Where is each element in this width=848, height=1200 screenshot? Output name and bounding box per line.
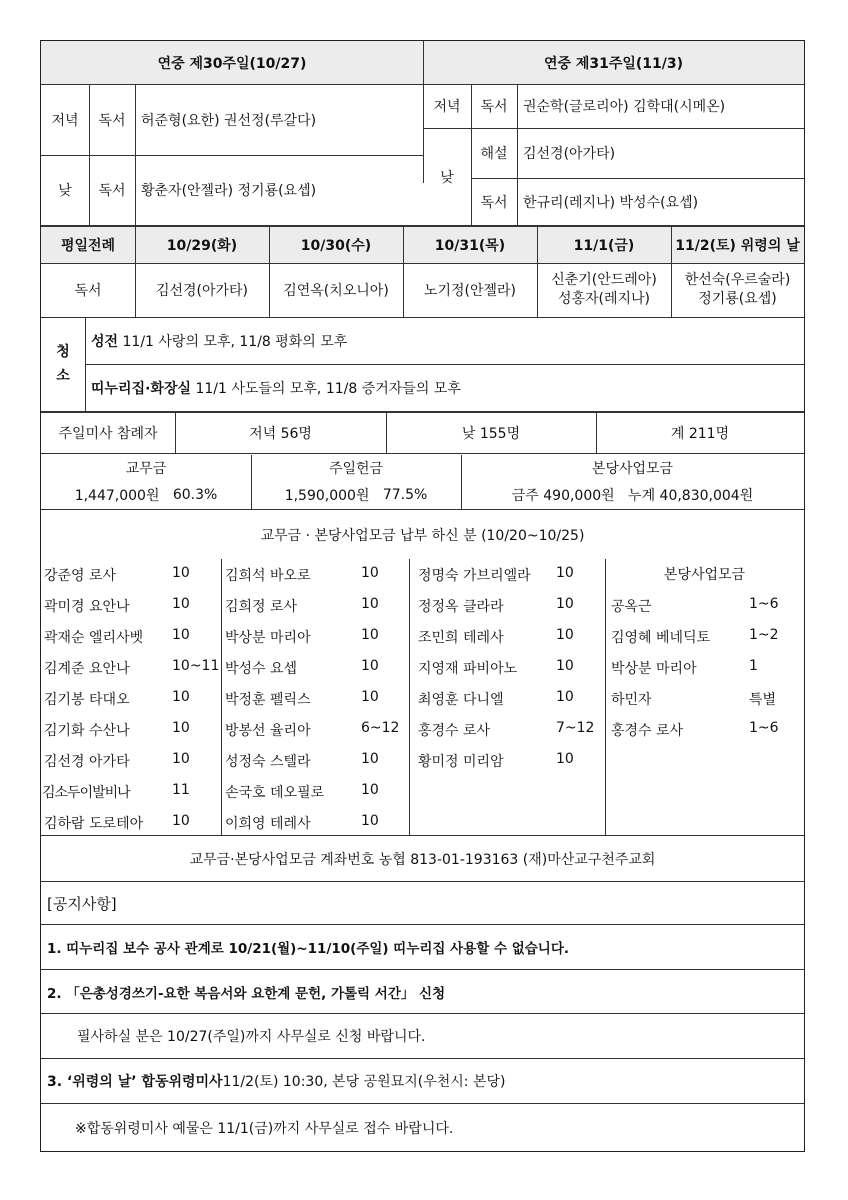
weekday-reader-4a: 신춘기(안드레아) [551,272,657,288]
payer-name: 김영혜 베네딕토 [611,630,711,646]
project-total: 누계 40,830,004원 [628,488,754,504]
payer-name: 김기화 수산나 [44,723,130,739]
payer-name: 김선경 아가타 [44,754,130,770]
attendance-label: 주일미사 참례자 [58,426,158,442]
payer-value: 10 [172,627,190,643]
payer-name: 김계준 요안나 [44,661,130,677]
cleaning-hall-label: 띠누리집·화장실 [91,380,191,397]
cleaning-sanctuary-label: 성전 [91,333,119,350]
sunday30-day-label: 낮 [58,183,72,199]
payer-value: 10 [361,565,379,581]
dues-value [41,481,251,509]
payer-name: 방봉선 율리아 [225,723,311,739]
sunday31-evening-label: 저녁 [433,99,461,115]
offering-label: 주일헌금 [328,461,384,477]
payer-name: 지영재 파비아노 [418,661,518,677]
payer-value: 10 [361,658,379,674]
payer-value: 7~12 [556,720,595,736]
payer-value: 특별 [749,692,777,708]
sunday31-day-label: 낮 [440,169,454,186]
payer-value: 10 [361,782,379,798]
payer-name: 손국호 데오필로 [225,785,325,801]
payer-name: 성정숙 스텔라 [225,754,311,770]
payer-name: 홍경수 로사 [418,723,491,739]
payer-value: 1~2 [749,627,779,643]
payer-name: 박성수 요셉 [225,661,298,677]
payer-name: 곽재순 엘리사벳 [44,630,144,646]
payer-name: 최영훈 다니엘 [418,692,504,708]
weekday-reader-4b: 성홍자(레지나) [557,291,651,307]
sunday31-day-readers: 한규리(레지나) 박성수(요셉) [523,194,699,211]
sunday31-evening-role: 독서 [480,99,508,115]
weekday-header: 평일전례 [60,238,116,254]
sunday31-commentary-role: 해설 [480,146,508,162]
cleaning-hall-text: 11/1 사도들의 모후, 11/8 증거자들의 모후 [195,380,461,397]
notice-3-title: 3. ‘위령의 날’ 합동위령미사 [47,1074,223,1090]
payer-value: 10 [172,751,190,767]
payer-name: 홍경수 로사 [611,723,684,739]
notices-title: [공지사항] [47,894,117,913]
project-label: 본당사업모금 [591,461,674,477]
sunday30-evening-readers: 허준형(요한) 권선정(루갈다) [141,112,317,129]
cleaning-label-1: 청 [56,344,70,360]
weekday-day-3: 10/31(목) [434,238,506,254]
payer-value: 10 [556,689,574,705]
offering-value [251,481,461,509]
project-value [461,481,804,509]
payer-value: 10 [556,751,574,767]
notice-2-detail: 필사하실 분은 10/27(주일)까지 사무실로 신청 바랍니다. [77,1029,426,1045]
payer-name: 하민자 [611,692,652,708]
attendance-evening: 저녁 56명 [249,426,312,442]
payer-value: 10 [172,596,190,612]
payer-value: 10 [361,813,379,829]
sunday31-day-role: 독서 [480,194,508,211]
sunday31-commentary-name: 김선경(아가타) [523,146,616,162]
payer-value: 10 [172,720,190,736]
weekday-day-5: 11/2(토) 위령의 날 [675,238,800,254]
weekday-reader-4 [537,263,671,317]
attendance-day: 낮 155명 [461,426,521,442]
notice-3 [41,1059,810,1103]
payer-value: 1~6 [749,720,779,736]
payer-name: 박정훈 펠릭스 [225,692,311,708]
payer-value: 11 [172,782,190,798]
payer-name: 조민희 테레사 [418,630,504,646]
cleaning-label [41,317,85,411]
notice-2: 2. 「은총성경쓰기-요한 복음서와 요한계 문헌, 가톨릭 서간」 신청 [47,985,446,1002]
offering-amount: 1,590,000원 [284,488,370,504]
weekday-reader-1: 김선경(아가타) [155,283,249,299]
payer-name: 김희석 바오로 [225,568,311,584]
payer-value: 10 [361,596,379,612]
payer-name: 정명숙 가브리엘라 [418,568,531,584]
sunday30-day-readers: 황춘자(안젤라) 정기룡(요셉) [141,183,317,199]
payer-name: 이희영 테레사 [225,816,311,832]
notice-1: 1. 띠누리집 보수 공사 관계로 10/21(월)~11/10(주일) 띠누리집 사용할 수 없습니다. [47,941,570,957]
payer-value: 10~11 [172,658,220,674]
cleaning-label-2: 소 [56,368,70,384]
sunday31-evening-readers: 권순학(글로리아) 김학대(시메온) [523,99,726,115]
payer-value: 10 [556,565,574,581]
payer-name: 박상분 마리아 [611,661,697,677]
sunday31-title: 연중 제31주일(11/3) [543,55,684,72]
notice-3-detail: 11/2(토) 10:30, 본당 공원묘지(우천시: 본당) [222,1074,506,1090]
dues-label: 교무금 [125,461,167,477]
payer-value: 6~12 [361,720,400,736]
sunday30-title: 연중 제30주일(10/27) [157,55,307,72]
payer-name: 공옥근 [611,599,652,615]
weekday-reader-5b: 정기룡(요셉) [698,291,777,307]
payer-value: 1~6 [749,596,779,612]
payer-value: 10 [361,627,379,643]
payer-name: 곽미경 요안나 [44,599,130,615]
payer-name: 정정옥 클라라 [418,599,504,615]
payers-title: 교무금 · 본당사업모금 납부 하신 분 (10/20~10/25) [260,528,585,544]
payer-value: 10 [172,565,190,581]
project-week: 금주 490,000원 [511,488,615,504]
attendance-total: 계 211명 [670,426,730,442]
sunday30-evening-label: 저녁 [51,112,79,129]
weekday-day-2: 10/30(수) [300,238,372,254]
payer-value: 10 [556,596,574,612]
payer-name: 박상분 마리아 [225,630,311,646]
payer-value: 1 [749,658,758,674]
payer-name: 김기봉 타대오 [44,692,130,708]
weekday-reader-5a: 한선숙(우르술라) [684,272,791,288]
account-number: 교무금·본당사업모금 계좌번호 농협 813-01-193163 (재)마산교구천주교회 [189,851,656,868]
payer-value: 10 [361,689,379,705]
sunday30-evening-role: 독서 [98,112,126,129]
dues-pct: 60.3% [172,487,218,503]
weekday-day-1: 10/29(화) [166,238,238,254]
cleaning-hall [85,364,810,411]
payer-name: 김희정 로사 [225,599,298,615]
weekday-reader-2: 김연옥(치오니아) [283,283,389,299]
cleaning-sanctuary-text: 11/1 사랑의 모후, 11/8 평화의 모후 [122,333,348,350]
payer-name: 김소두이발비나 [42,785,130,801]
payer-value: 10 [172,689,190,705]
payer-name: 황미정 미리암 [418,754,504,770]
weekday-role: 독서 [74,283,102,299]
notice-3-note: ※합동위령미사 예물은 11/1(금)까지 사무실로 접수 바랍니다. [75,1120,454,1137]
weekday-reader-5 [671,263,804,317]
payer-value: 10 [556,627,574,643]
payers-col4-title: 본당사업모금 [663,567,746,583]
weekday-reader-3: 노기정(안젤라) [423,283,517,299]
bulletin-page [40,40,805,1152]
payer-name: 강준영 로사 [44,568,117,584]
payer-value: 10 [556,658,574,674]
payer-name: 김하람 도로테아 [44,816,144,832]
sunday30-day-role: 독서 [98,183,126,199]
payer-value: 10 [361,751,379,767]
offering-pct: 77.5% [382,487,428,503]
dues-amount: 1,447,000원 [74,488,160,504]
weekday-day-4: 11/1(금) [573,238,635,254]
payer-value: 10 [172,813,190,829]
cleaning-sanctuary [85,317,810,364]
